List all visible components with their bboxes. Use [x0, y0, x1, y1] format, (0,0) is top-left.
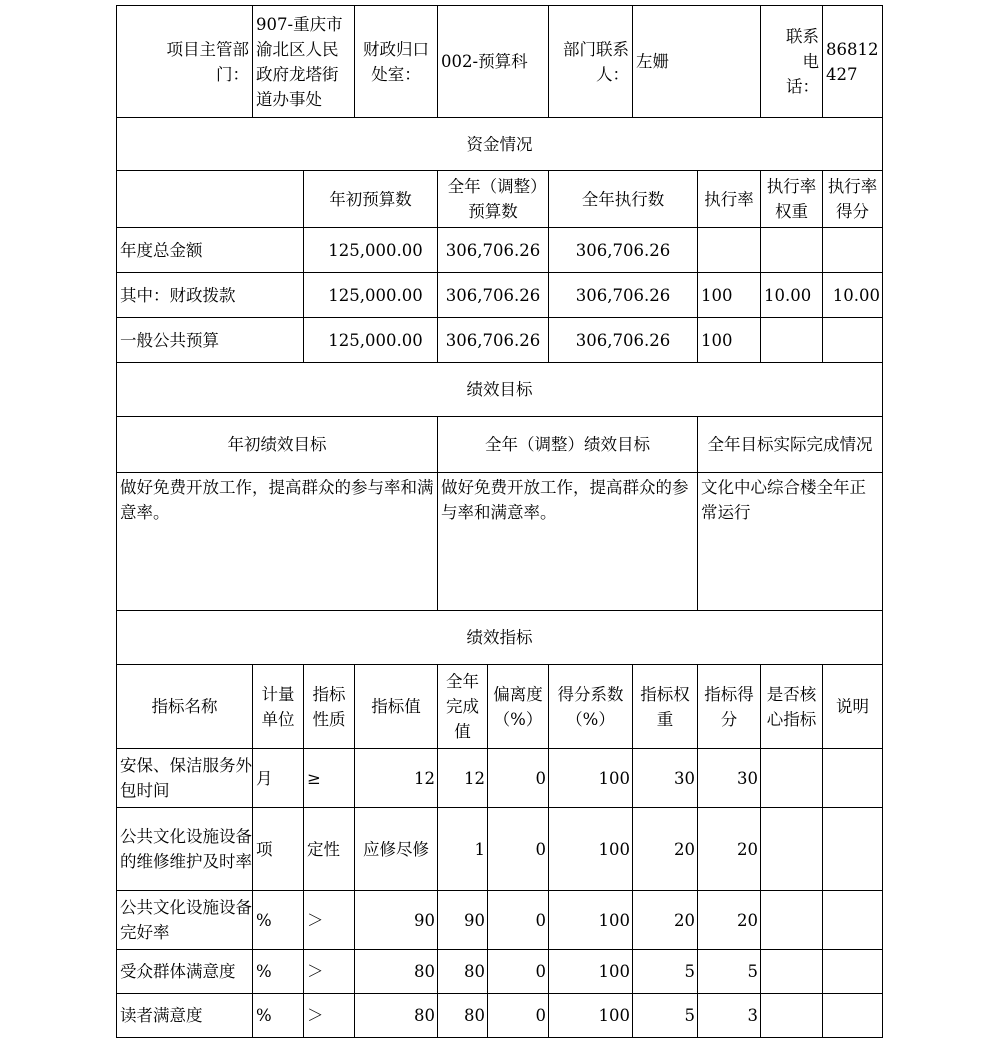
indicator-score-text: 20	[737, 910, 758, 930]
indicator-core	[761, 808, 822, 890]
indicator-score-text: 5	[747, 962, 758, 981]
funds-header-3	[698, 171, 760, 227]
funds-header-2-text: 全年执行数	[581, 189, 665, 209]
contact-value-text: 左姗	[636, 52, 669, 71]
funds-budget-text: 125,000.00	[328, 240, 423, 260]
indicator-weight	[633, 808, 697, 890]
indicator-weight	[633, 749, 697, 807]
indicator-coef	[549, 808, 632, 890]
funds-adjusted	[438, 273, 548, 317]
funds-row-label-text: 一般公共预算	[120, 330, 219, 350]
indicator-name	[117, 808, 252, 890]
indicator-core	[761, 950, 822, 993]
indicator-deviation	[488, 950, 548, 993]
funds-rate	[698, 228, 760, 272]
funds-title-text: 资金情况	[466, 134, 533, 154]
indicator-coef	[549, 994, 632, 1037]
indicator-coef-text: 100	[598, 910, 630, 930]
indicator-nature	[304, 808, 354, 890]
indicator-deviation	[488, 749, 548, 807]
indicator-name	[117, 891, 252, 949]
indicator-target	[355, 950, 437, 993]
contact-label	[549, 6, 632, 117]
indicators-header-3	[355, 665, 437, 748]
contact-label-text: 部门联系人：	[563, 39, 629, 84]
indicator-target	[355, 994, 437, 1037]
indicator-nature	[304, 749, 354, 807]
funds-score	[823, 318, 882, 362]
indicator-deviation-text: 0	[535, 839, 546, 859]
funds-rate-text: 100	[701, 285, 733, 305]
indicator-deviation-text: 0	[535, 910, 546, 930]
indicator-note	[823, 891, 882, 949]
indicator-note	[823, 749, 882, 807]
indicator-weight	[633, 950, 697, 993]
funds-header-0-text: 年初预算数	[329, 189, 412, 209]
indicator-coef-text: 100	[598, 839, 630, 859]
indicator-unit-text: %	[256, 962, 272, 981]
dept-value-text: 907-重庆市渝北区人民政府龙塔街道办事处	[256, 14, 343, 109]
funds-budget	[304, 273, 437, 317]
indicator-nature	[304, 950, 354, 993]
indicator-score	[698, 891, 760, 949]
indicators-title	[117, 611, 882, 664]
indicator-core	[761, 994, 822, 1037]
goals-title	[117, 363, 882, 416]
indicator-name	[117, 749, 252, 807]
funds-weight	[761, 273, 822, 317]
indicators-header-5	[488, 665, 548, 748]
indicator-unit	[253, 994, 303, 1037]
indicators-header-8	[698, 665, 760, 748]
goals-actual-header	[698, 417, 882, 472]
office-value-text: 002-预算科	[441, 52, 528, 71]
funds-executed	[549, 228, 697, 272]
indicator-coef	[549, 950, 632, 993]
indicator-name-text: 安保、保洁服务外包时间	[120, 756, 252, 800]
funds-adjusted	[438, 228, 548, 272]
indicators-header-0-text: 指标名称	[151, 697, 218, 716]
v-rule	[882, 5, 883, 1038]
indicator-score	[698, 749, 760, 807]
goals-initial-text	[117, 473, 437, 610]
office-label-text: 财政归口处室：	[363, 39, 429, 84]
funds-budget	[304, 228, 437, 272]
goals-adjusted-header	[438, 417, 697, 472]
funds-adjusted	[438, 318, 548, 362]
indicator-name-text: 公共文化设施设备完好率	[120, 898, 252, 942]
performance-table	[116, 5, 882, 1038]
office-value	[438, 6, 548, 117]
indicators-header-6-text: 得分系数（%）	[557, 684, 624, 729]
indicators-header-1	[253, 665, 303, 748]
indicator-name-text: 公共文化设施设备的维修维护及时率	[120, 827, 252, 871]
goals-adjusted-header-text: 全年（调整）绩效目标	[485, 435, 650, 454]
indicator-weight	[633, 891, 697, 949]
funds-adjusted-text: 306,706.26	[445, 330, 541, 350]
funds-executed-text: 306,706.26	[575, 285, 671, 305]
funds-row-label-text: 其中：财政拨款	[120, 285, 236, 305]
dept-label	[117, 6, 252, 117]
indicator-score-text: 20	[737, 839, 758, 859]
indicator-actual-text: 80	[464, 962, 485, 981]
funds-header-0	[304, 171, 437, 227]
phone-label	[761, 6, 822, 117]
indicator-actual	[438, 891, 487, 949]
indicators-header-4	[438, 665, 487, 748]
indicator-unit-text: %	[256, 910, 272, 930]
funds-budget-text: 125,000.00	[328, 285, 423, 305]
funds-rate	[698, 273, 760, 317]
indicators-header-5-text: 偏离度（%）	[493, 684, 543, 729]
funds-header-2	[549, 171, 697, 227]
indicators-header-2-text: 指标性质	[312, 684, 346, 729]
indicator-unit-text: 月	[256, 768, 273, 788]
indicator-deviation-text: 0	[535, 768, 546, 788]
indicator-nature	[304, 891, 354, 949]
funds-title	[117, 118, 882, 170]
indicators-header-9	[761, 665, 822, 748]
indicator-unit	[253, 950, 303, 993]
indicator-target-text: 90	[414, 910, 435, 930]
indicator-target-text: 80	[414, 1006, 435, 1025]
funds-score	[823, 228, 882, 272]
phone-value-text: 86812427	[826, 39, 879, 84]
funds-budget-text: 125,000.00	[328, 330, 423, 350]
indicator-nature-text: ≥	[307, 768, 321, 788]
funds-adjusted-text: 306,706.26	[445, 240, 541, 260]
indicator-note	[823, 808, 882, 890]
dept-label-text: 项目主管部门：	[166, 39, 249, 84]
indicator-core	[761, 891, 822, 949]
indicator-target	[355, 749, 437, 807]
indicator-unit	[253, 891, 303, 949]
indicator-score	[698, 994, 760, 1037]
indicator-coef-text: 100	[598, 1006, 630, 1025]
indicator-weight-text: 5	[684, 1006, 695, 1025]
indicator-target-text: 12	[414, 768, 435, 788]
indicator-nature-text: ＞	[307, 910, 324, 930]
indicator-unit	[253, 749, 303, 807]
indicator-score	[698, 950, 760, 993]
funds-executed	[549, 273, 697, 317]
indicator-deviation	[488, 994, 548, 1037]
indicator-actual	[438, 950, 487, 993]
indicators-header-10	[823, 665, 882, 748]
goals-title-text: 绩效目标	[466, 380, 533, 399]
goals-initial-header	[117, 417, 437, 472]
goals-actual-header-text: 全年目标实际完成情况	[707, 435, 873, 454]
funds-executed-text: 306,706.26	[575, 330, 671, 350]
indicator-deviation	[488, 808, 548, 890]
funds-score-text: 10.00	[832, 285, 880, 305]
indicator-actual	[438, 749, 487, 807]
indicator-name-text: 读者满意度	[120, 1006, 203, 1025]
indicators-title-text: 绩效指标	[466, 628, 533, 647]
indicator-coef	[549, 749, 632, 807]
indicator-target-text: 应修尽修	[363, 839, 429, 859]
indicators-header-8-text: 指标得分	[704, 684, 754, 729]
indicator-target	[355, 891, 437, 949]
indicator-unit-text: %	[256, 1006, 272, 1025]
phone-label-text: 联系电话：	[786, 27, 819, 96]
indicator-actual	[438, 994, 487, 1037]
goals-initial-header-text: 年初绩效目标	[227, 435, 327, 454]
funds-row-label	[117, 228, 303, 272]
indicator-weight-text: 20	[674, 839, 695, 859]
funds-rate-text: 100	[701, 330, 733, 350]
indicator-unit-text: 项	[256, 839, 273, 859]
funds-row-label	[117, 318, 303, 362]
indicators-header-6	[549, 665, 632, 748]
indicators-header-4-text: 全年完成值	[446, 672, 479, 741]
indicator-actual-text: 1	[474, 839, 485, 859]
phone-value	[823, 6, 882, 117]
indicator-nature-text: 定性	[307, 839, 340, 859]
funds-budget	[304, 318, 437, 362]
indicator-score	[698, 808, 760, 890]
funds-weight	[761, 228, 822, 272]
indicator-nature-text: ＞	[307, 1006, 324, 1025]
indicator-coef	[549, 891, 632, 949]
funds-adjusted-text: 306,706.26	[445, 285, 541, 305]
indicator-weight-text: 5	[684, 962, 695, 981]
indicator-target-text: 80	[414, 962, 435, 981]
indicator-note	[823, 950, 882, 993]
indicator-target	[355, 808, 437, 890]
funds-header-4-text: 执行率权重	[766, 177, 817, 221]
indicator-name-text: 受众群体满意度	[120, 962, 236, 981]
indicator-nature-text: ＞	[307, 962, 324, 981]
indicator-core	[761, 749, 822, 807]
funds-header-5	[823, 171, 882, 227]
indicator-actual-text: 80	[464, 1006, 485, 1025]
indicator-coef-text: 100	[598, 768, 630, 788]
funds-row-label-text: 年度总金额	[120, 240, 203, 260]
funds-score	[823, 273, 882, 317]
indicator-score-text: 3	[747, 1006, 758, 1025]
goals-adjusted-text-text: 做好免费开放工作，提高群众的参与率和满意率。	[441, 478, 689, 522]
indicators-header-0	[117, 665, 252, 748]
indicators-header-7-text: 指标权重	[640, 684, 690, 729]
indicators-header-1-text: 计量单位	[261, 684, 295, 729]
indicator-weight-text: 20	[674, 910, 695, 930]
goals-actual-text-text: 文化中心综合楼全年正常运行	[701, 478, 866, 522]
indicator-note	[823, 994, 882, 1037]
indicators-header-3-text: 指标值	[371, 697, 421, 716]
h-rule	[116, 1037, 883, 1038]
indicator-weight	[633, 994, 697, 1037]
indicator-actual-text: 90	[464, 910, 485, 930]
funds-header-1	[438, 171, 548, 227]
indicator-nature	[304, 994, 354, 1037]
funds-weight	[761, 318, 822, 362]
indicators-header-2	[304, 665, 354, 748]
indicator-unit	[253, 808, 303, 890]
dept-value	[253, 6, 354, 117]
indicator-actual	[438, 808, 487, 890]
funds-header-4	[761, 171, 822, 227]
funds-rate	[698, 318, 760, 362]
indicator-name	[117, 994, 252, 1037]
funds-executed-text: 306,706.26	[575, 240, 671, 260]
indicator-deviation	[488, 891, 548, 949]
indicator-deviation-text: 0	[535, 1006, 546, 1025]
office-label	[355, 6, 437, 117]
goals-adjusted-text	[438, 473, 697, 610]
funds-row-label	[117, 273, 303, 317]
funds-header-5-text: 执行率得分	[827, 177, 878, 221]
indicators-header-9-text: 是否核心指标	[766, 684, 817, 729]
goals-actual-text	[698, 473, 882, 610]
indicator-actual-text: 12	[464, 768, 485, 788]
indicator-deviation-text: 0	[535, 962, 546, 981]
funds-weight-text: 10.00	[764, 285, 812, 305]
contact-value	[633, 6, 760, 117]
indicators-header-7	[633, 665, 697, 748]
funds-executed	[549, 318, 697, 362]
indicators-header-10-text: 说明	[836, 697, 869, 716]
indicator-weight-text: 30	[674, 768, 695, 788]
indicator-name	[117, 950, 252, 993]
funds-header-1-text: 全年（调整）预算数	[447, 177, 539, 221]
funds-header-3-text: 执行率	[704, 189, 754, 209]
goals-initial-text-text: 做好免费开放工作，提高群众的参与率和满意率。	[120, 478, 434, 522]
indicator-coef-text: 100	[598, 962, 630, 981]
indicator-score-text: 30	[737, 768, 758, 788]
